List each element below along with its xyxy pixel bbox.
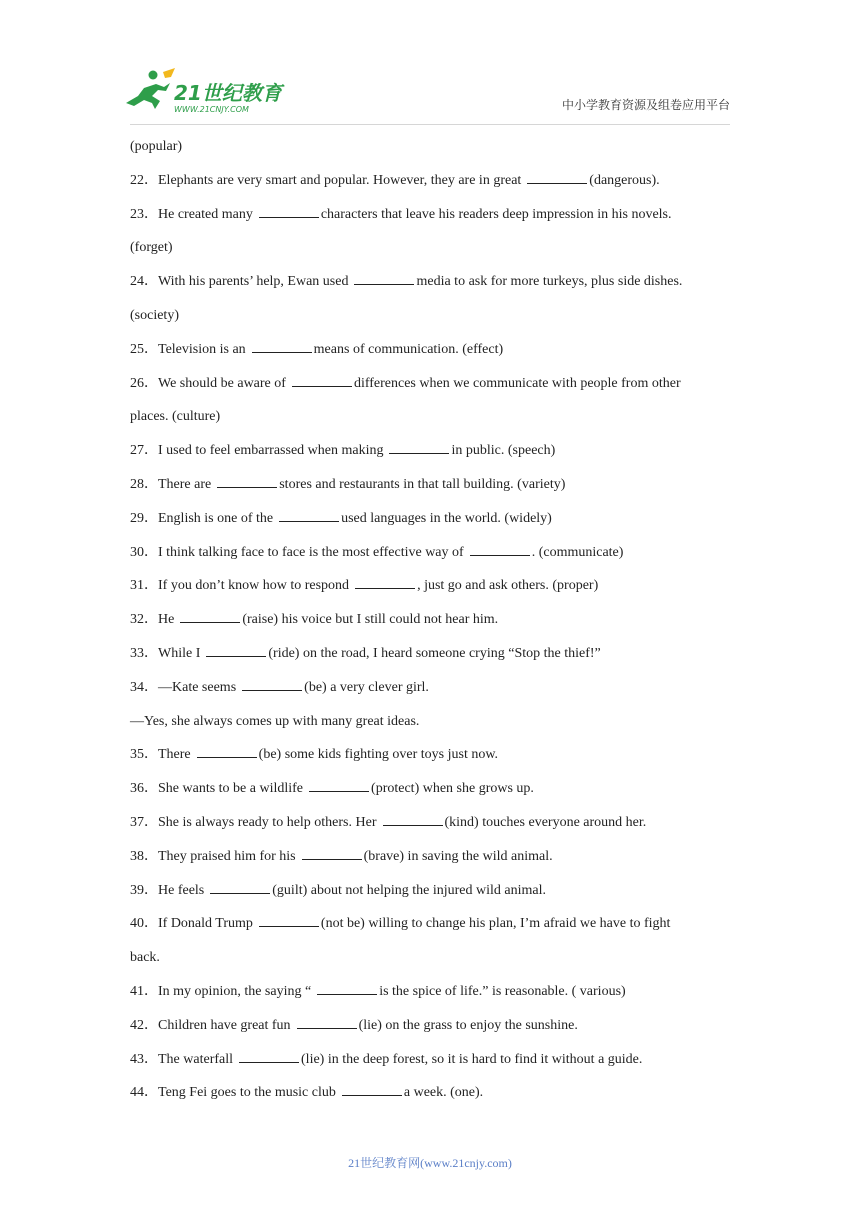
exercise-line — [130, 434, 734, 468]
exercise-text: media to ask for more turkeys, plus side dishes. — [416, 274, 683, 290]
header-divider — [130, 124, 730, 125]
exercise-text: (guilt) about not helping the injured wild animal. — [272, 882, 546, 898]
exercise-line — [130, 840, 734, 874]
answer-blank — [180, 608, 240, 623]
exercise-list — [130, 130, 734, 1110]
exercise-line — [130, 705, 734, 739]
exercise-text: (kind) touches everyone around her. — [444, 814, 647, 830]
answer-blank — [297, 1014, 357, 1029]
exercise-line — [130, 941, 734, 975]
exercise-text: 38．They praised him for his — [130, 848, 296, 864]
exercise-line — [130, 333, 734, 367]
exercise-text: stores and restaurants in that tall building. (variety) — [279, 476, 566, 492]
exercise-text: (society) — [130, 307, 179, 323]
answer-blank — [197, 743, 257, 758]
exercise-line — [130, 198, 734, 232]
exercise-text: means of communication. (effect) — [313, 341, 504, 357]
exercise-line — [130, 502, 734, 536]
exercise-line — [130, 569, 734, 603]
answer-blank — [389, 439, 449, 454]
answer-blank — [259, 912, 319, 927]
exercise-text: (popular) — [130, 139, 183, 154]
exercise-line — [130, 400, 734, 434]
exercise-line — [130, 738, 734, 772]
exercise-text: 23．He created many — [130, 206, 253, 222]
answer-blank — [383, 811, 443, 826]
exercise-text: 26．We should be aware of — [130, 375, 286, 391]
exercise-text: 22．Elephants are very smart and popular. However, they are in great — [130, 172, 522, 188]
exercise-text: (ride) on the road, I heard someone crying “Stop the thief!” — [268, 645, 601, 661]
exercise-text: in public. (speech) — [451, 443, 556, 459]
exercise-text: is the spice of life.” is reasonable. ( various) — [379, 983, 626, 999]
exercise-line — [130, 1043, 734, 1077]
exercise-text: 24．With his parents’ help, Ewan used — [130, 274, 349, 290]
answer-blank — [242, 676, 302, 691]
header-tagline: 中小学教育资源及组卷应用平台 — [561, 98, 730, 112]
exercise-text: (brave) in saving the wild animal. — [363, 848, 553, 864]
answer-blank — [217, 473, 277, 488]
exercise-line — [130, 231, 734, 265]
exercise-text: 40．If Donald Trump — [130, 916, 253, 932]
exercise-text: 34．—Kate seems — [130, 679, 237, 695]
exercise-text: differences when we communicate with people from other — [353, 375, 681, 391]
exercise-text: 35．There — [130, 747, 191, 763]
exercise-line — [130, 265, 734, 299]
exercise-text: back. — [130, 950, 160, 966]
exercise-text: 37．She is always ready to help others. Her — [130, 814, 377, 830]
exercise-line — [130, 130, 734, 164]
answer-blank — [206, 642, 266, 657]
exercise-text: (be) some kids fighting over toys just now. — [258, 747, 499, 763]
exercise-text: . (communicate) — [531, 544, 624, 560]
answer-blank — [279, 507, 339, 522]
runner-logo-icon — [122, 68, 292, 118]
footer-source: 21世纪教育网(www.21cnjy.com) — [348, 1156, 512, 1170]
exercise-text: (not be) willing to change his plan, I’m afraid we have to fight — [320, 916, 671, 932]
exercise-line — [130, 874, 734, 908]
svg-text:21世纪教育: 21世纪教育 — [174, 81, 282, 105]
exercise-line — [130, 806, 734, 840]
exercise-line — [130, 299, 734, 333]
exercise-text: used languages in the world. (widely) — [341, 510, 552, 526]
exercise-text: 39．He feels — [130, 882, 205, 898]
exercise-text: 41．In my opinion, the saying “ — [130, 983, 312, 999]
exercise-text: 33．While I — [130, 645, 201, 661]
answer-blank — [309, 777, 369, 792]
exercise-text: (protect) when she grows up. — [371, 781, 534, 797]
exercise-line — [130, 1076, 734, 1110]
exercise-text: places. (culture) — [130, 409, 221, 425]
exercise-text: (be) a very clever girl. — [304, 679, 429, 695]
answer-blank — [292, 372, 352, 387]
answer-blank — [470, 541, 530, 556]
exercise-line — [130, 164, 734, 198]
exercise-text: (lie) on the grass to enjoy the sunshine. — [358, 1017, 578, 1033]
logo — [122, 68, 292, 118]
answer-blank — [252, 338, 312, 353]
exercise-line — [130, 468, 734, 502]
exercise-line — [130, 1009, 734, 1043]
exercise-text: characters that leave his readers deep impression in his novels. — [320, 206, 672, 222]
exercise-line — [130, 907, 734, 941]
exercise-text: (raise) his voice but I still could not hear him. — [242, 612, 499, 628]
page-header — [0, 0, 860, 130]
exercise-text: 27．I used to feel embarrassed when making — [130, 443, 384, 459]
answer-blank — [354, 270, 414, 285]
exercise-text: 29．English is one of the — [130, 510, 274, 526]
exercise-line — [130, 536, 734, 570]
answer-blank — [355, 574, 415, 589]
exercise-text: (lie) in the deep forest, so it is hard to find it without a guide. — [301, 1051, 643, 1067]
exercise-text: 32．He — [130, 612, 175, 628]
exercise-text: 25．Television is an — [130, 341, 246, 357]
exercise-text: 28．There are — [130, 476, 212, 492]
exercise-text: 43．The waterfall — [130, 1051, 234, 1067]
exercise-line — [130, 671, 734, 705]
exercise-text: 44．Teng Fei goes to the music club — [130, 1085, 336, 1101]
answer-blank — [527, 169, 587, 184]
exercise-line — [130, 975, 734, 1009]
exercise-text: , just go and ask others. (proper) — [417, 578, 599, 594]
exercise-line — [130, 603, 734, 637]
svg-text:WWW.21CNJY.COM: WWW.21CNJY.COM — [174, 105, 249, 114]
answer-blank — [239, 1048, 299, 1063]
answer-blank — [302, 845, 362, 860]
exercise-text: 31．If you don’t know how to respond — [130, 578, 350, 594]
answer-blank — [342, 1081, 402, 1096]
answer-blank — [210, 879, 270, 894]
exercise-text: 36．She wants to be a wildlife — [130, 781, 304, 797]
answer-blank — [259, 203, 319, 218]
answer-blank — [317, 980, 377, 995]
exercise-text: a week. (one). — [403, 1085, 484, 1101]
exercise-text: (forget) — [130, 240, 173, 256]
exercise-text: 30．I think talking face to face is the most effective way of — [130, 544, 464, 560]
exercise-text: (dangerous). — [589, 172, 660, 188]
exercise-text: 42．Children have great fun — [130, 1017, 291, 1033]
exercise-line — [130, 772, 734, 806]
exercise-text: —Yes, she always comes up with many great ideas. — [130, 713, 420, 729]
exercise-line — [130, 637, 734, 671]
exercise-line — [130, 367, 734, 401]
